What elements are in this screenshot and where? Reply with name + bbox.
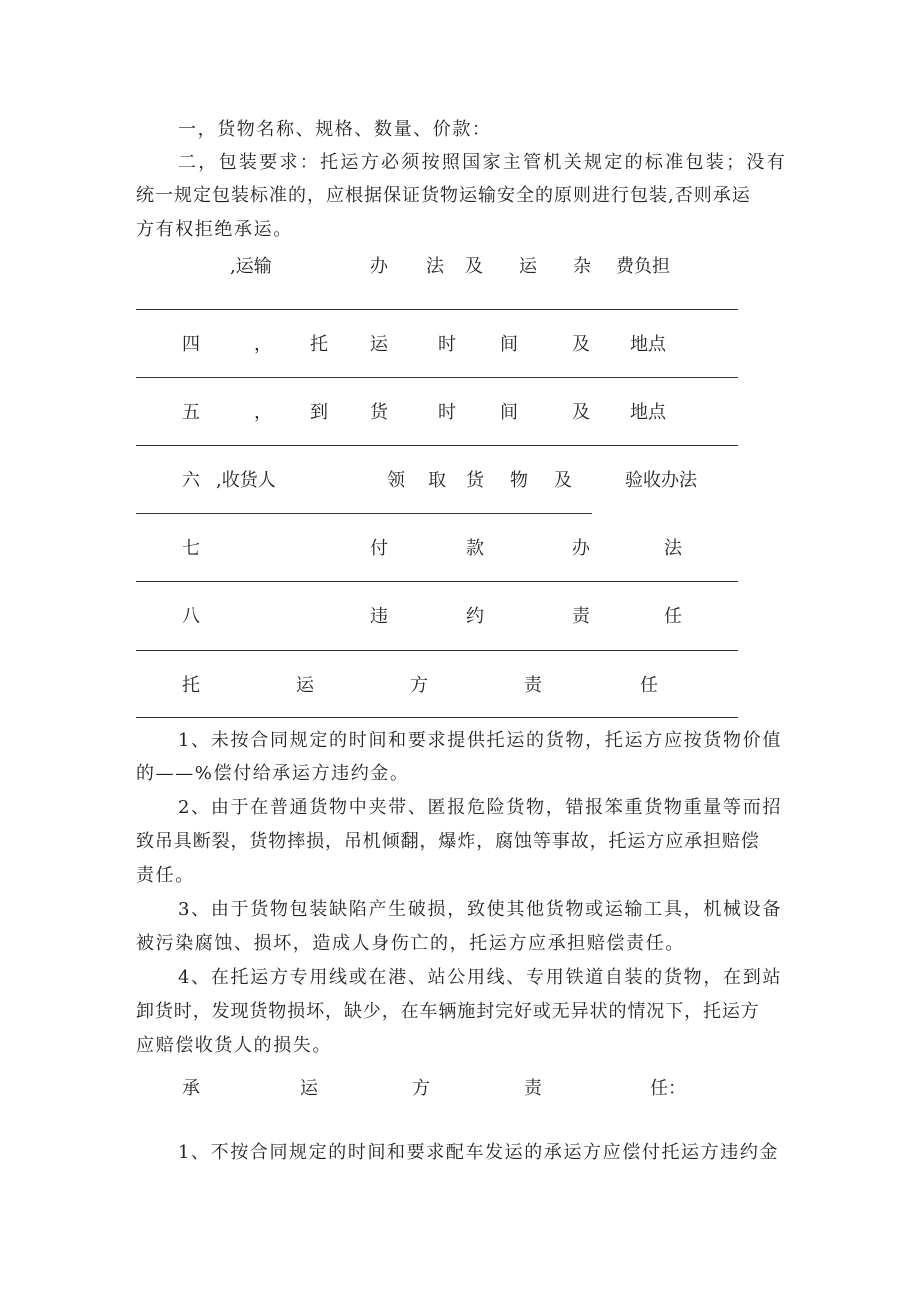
clause-3-part: 办 — [370, 256, 388, 277]
clause-6-part: 物 — [510, 470, 528, 491]
blank-rule — [136, 717, 738, 718]
clause-8-part: 责 — [572, 606, 590, 627]
clause-6-part: ,收货人 — [216, 470, 276, 491]
clause-7-part: 七 — [182, 538, 200, 559]
shipper-item-2-line-1: 2、由于在普通货物中夹带、匿报危险货物，错报笨重货物重量等而招 — [178, 797, 783, 818]
clause-5-part: 及 — [572, 402, 590, 423]
clause-4-part: 地点 — [630, 334, 666, 355]
clause-8-part: 任 — [664, 606, 682, 627]
clause-7-part: 办 — [572, 538, 590, 559]
clause-5-part: 间 — [500, 402, 518, 423]
carrier-item-1: 1、不按合同规定的时间和要求配车发运的承运方应偿付托运方违约金 — [178, 1142, 780, 1163]
clause-5-part: 五 — [182, 402, 200, 423]
heading-char: 托 — [182, 675, 200, 696]
clause-5-part: 货 — [370, 402, 388, 423]
clause-4-part: 时 — [438, 334, 456, 355]
clause-5-part: 时 — [438, 402, 456, 423]
clause-4-part: ， — [254, 334, 272, 355]
shipper-item-2-line-2: 致吊具断裂，货物摔损，吊机倾翻，爆炸，腐蚀等事故，托运方应承担赔偿 — [136, 831, 760, 852]
clause-2-line-1: 二，包装要求：托运方必须按照国家主管机关规定的标准包装；没有 — [178, 152, 787, 173]
clause-4-part: 四 — [182, 334, 200, 355]
clause-4-part: 托 — [310, 334, 328, 355]
blank-rule — [136, 309, 738, 310]
blank-rule — [136, 377, 738, 378]
clause-7-part: 付 — [370, 538, 388, 559]
clause-3-part: 运 — [519, 256, 537, 277]
heading-char: 承 — [182, 1078, 200, 1099]
clause-8-part: 约 — [466, 606, 484, 627]
clause-5-part: ， — [254, 402, 272, 423]
shipper-item-1-line-1: 1、未按合同规定的时间和要求提供托运的货物，托运方应按货物价值 — [178, 730, 783, 751]
heading-char: 责 — [524, 675, 542, 696]
blank-rule — [136, 513, 592, 514]
clause-5-part: 到 — [310, 402, 328, 423]
clause-6-part: 验收办法 — [625, 470, 697, 491]
blank-rule — [136, 581, 738, 582]
clause-7-part: 法 — [664, 538, 682, 559]
shipper-item-4-line-1: 4、在托运方专用线或在港、站公用线、专用铁道自装的货物，在到站 — [178, 967, 783, 988]
heading-char: 方 — [412, 1078, 430, 1099]
clause-3-part: 法 — [426, 256, 444, 277]
shipper-item-3-line-2: 被污染腐蚀、损坏，造成人身伤亡的，托运方应承担赔偿责任。 — [136, 933, 685, 954]
heading-char: 任： — [650, 1078, 686, 1099]
clause-3-part: ,运输 — [230, 256, 272, 277]
clause-6-part: 及 — [554, 470, 572, 491]
heading-char: 运 — [300, 1078, 318, 1099]
heading-char: 任 — [640, 675, 658, 696]
blank-rule — [136, 445, 738, 446]
clause-6-part: 领 — [387, 470, 405, 491]
clause-3-part: 费负担 — [616, 256, 670, 277]
clause-4-part: 间 — [500, 334, 518, 355]
shipper-item-1-line-2: 的——%偿付给承运方违约金。 — [136, 763, 410, 784]
clause-2-line-2: 统一规定包装标准的，应根据保证货物运输安全的原则进行包装,否则承运 — [136, 185, 751, 206]
clause-6-part: 取 — [428, 470, 446, 491]
clause-3-part: 杂 — [573, 256, 591, 277]
clause-7-part: 款 — [466, 538, 484, 559]
clause-4-part: 及 — [572, 334, 590, 355]
heading-char: 方 — [410, 675, 428, 696]
shipper-item-2-line-3: 责任。 — [136, 865, 195, 886]
heading-char: 运 — [296, 675, 314, 696]
clause-1-cargo: 一，货物名称、规格、数量、价款： — [178, 119, 492, 140]
clause-6-part: 货 — [466, 470, 484, 491]
shipper-item-4-line-3: 应赔偿收货人的损失。 — [136, 1035, 332, 1056]
shipper-item-4-line-2: 卸货时，发现货物损坏，缺少，在车辆施封完好或无异状的情况下，托运方 — [136, 1001, 760, 1022]
clause-8-part: 违 — [370, 606, 388, 627]
clause-4-part: 运 — [370, 334, 388, 355]
heading-char: 责 — [524, 1078, 542, 1099]
blank-rule — [136, 650, 738, 651]
clause-2-line-3: 方有权拒绝承运。 — [136, 219, 293, 240]
clause-6-part: 六 — [182, 470, 200, 491]
shipper-item-3-line-1: 3、由于货物包装缺陷产生破损，致使其他货物或运输工具，机械设备 — [178, 899, 783, 920]
clause-8-part: 八 — [182, 606, 200, 627]
clause-5-part: 地点 — [630, 402, 666, 423]
clause-3-part: 及 — [465, 256, 483, 277]
